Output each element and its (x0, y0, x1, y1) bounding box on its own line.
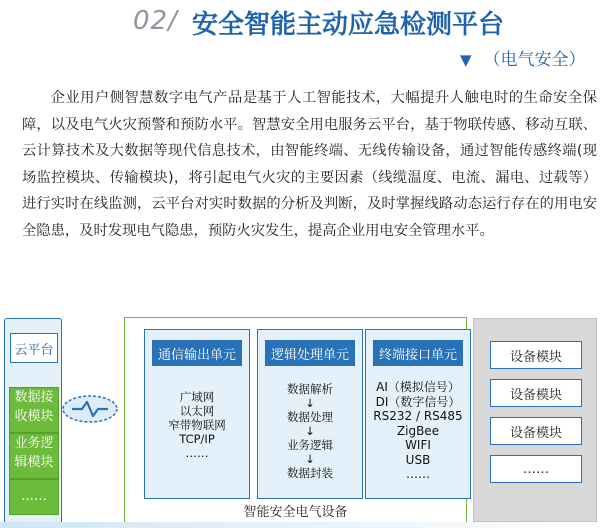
arrow-down-icon: ↓ (305, 424, 315, 438)
unit-item: 窄带物联网 (168, 418, 226, 432)
logic-processing-unit (257, 329, 363, 499)
smart-safety-device (124, 317, 467, 526)
device-module: 设备模块 (490, 341, 582, 369)
unit-title: 通信输出单元 (152, 340, 242, 366)
unit-title: 终端接口单元 (373, 340, 463, 366)
unit-item: WIFI (405, 438, 431, 452)
unit-item: 以太网 (179, 404, 215, 418)
unit-item: DI（数字信号） (375, 394, 461, 409)
cloud-platform-panel (4, 318, 62, 525)
unit-item: 业务逻辑 (287, 438, 333, 452)
unit-title: 逻辑处理单元 (265, 340, 355, 366)
unit-item: TCP/IP (179, 432, 215, 446)
device-label: 智能安全电气设备 (243, 505, 348, 520)
device-module-more: …… (490, 455, 582, 483)
unit-items (366, 380, 470, 482)
unit-item: 数据封装 (287, 466, 333, 480)
unit-items (258, 382, 362, 480)
comm-output-unit (144, 329, 250, 499)
unit-item: 数据处理 (287, 410, 333, 424)
unit-item: …… (185, 446, 209, 460)
business-logic-module: 业务逻辑模块 (9, 433, 59, 479)
unit-item: RS232 / RS485 (373, 409, 463, 423)
network-lightning-icon (60, 392, 120, 426)
section-number: 02/ (133, 6, 178, 36)
unit-item: USB (405, 452, 431, 467)
unit-item: AI（模拟信号） (376, 380, 460, 394)
cloud-platform-label: 云平台 (10, 333, 58, 363)
data-receive-module: 数据接收模块 (9, 387, 59, 433)
triangle-down-icon: ▼ (460, 51, 472, 69)
device-module: 设备模块 (490, 379, 582, 407)
subtitle-text: （电气安全） (483, 50, 586, 70)
device-module: 设备模块 (490, 417, 582, 445)
unit-item: ZigBee (396, 423, 440, 438)
unit-items (145, 390, 249, 460)
unit-item: 广域网 (179, 390, 215, 404)
page-subtitle (460, 45, 586, 70)
device-modules-panel (473, 318, 597, 522)
intro-paragraph: 企业用户侧智慧数字电气产品是基于人工智能技术，大幅提升人触电时的生命安全保障，以及电气火灾预警和预防水平。智慧安全用电服务云平台，基于物联传感、移动互联、云计算技术及大数据等现代信息技术，由智能终端、无线传输设备，通过智能传感终端(现场监控模块、传输模块)，将引起电气火灾的主要因素（线缆温度、电流、漏电、过载等）进行实时在线监测，云平台对实时数据的分析及判断，及时掌握线路动态运行存在的用电安全隐患，及时发现电气隐患，预防火灾发生，提高企业用电安全管理水平。 (22, 90, 597, 239)
unit-item: 数据解析 (287, 382, 333, 396)
terminal-interface-unit (365, 329, 471, 499)
arrow-down-icon: ↓ (305, 396, 315, 410)
bottom-decor-band (0, 522, 600, 528)
cloud-more-box: …… (9, 479, 59, 515)
page-title: 安全智能主动应急检测平台 (192, 10, 505, 40)
unit-item: …… (406, 467, 430, 481)
arrow-down-icon: ↓ (305, 452, 315, 466)
